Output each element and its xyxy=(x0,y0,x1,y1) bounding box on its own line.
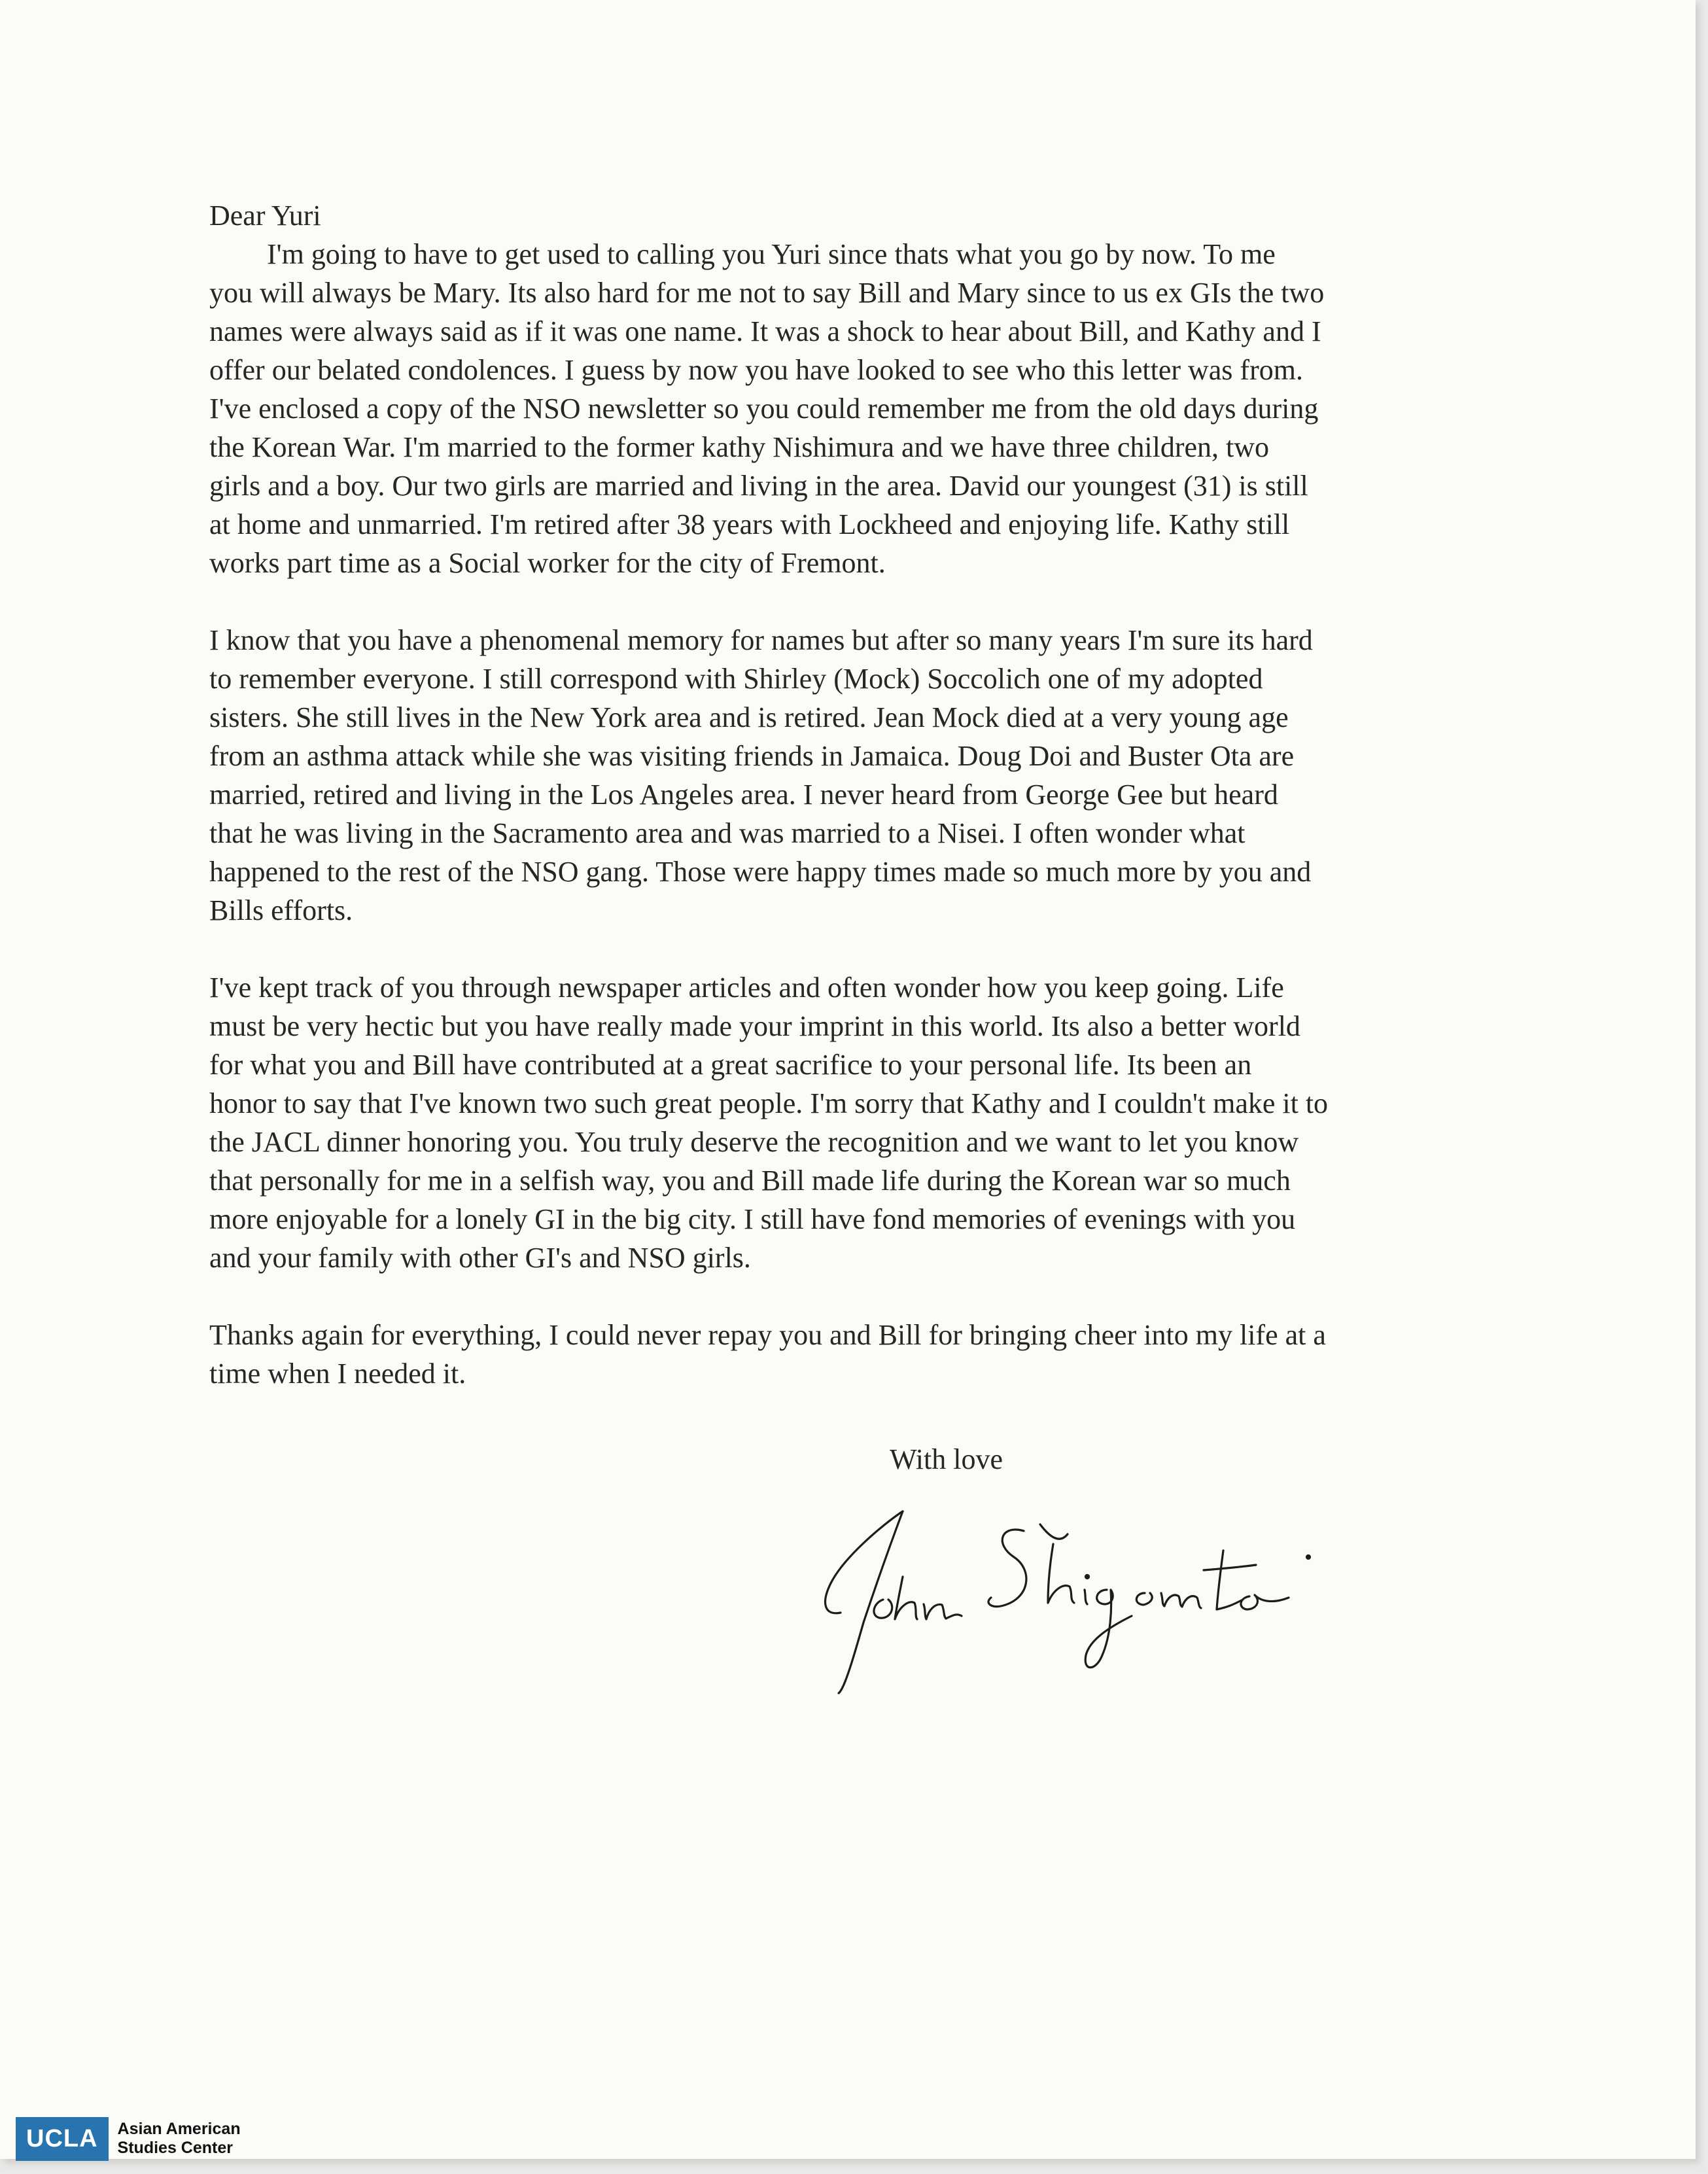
paragraph-4 xyxy=(209,1316,1505,1393)
text-line: Thanks again for everything, I could never repay you and Bill for bringing cheer into my life at a xyxy=(209,1319,1326,1351)
text-line: Bills efforts. xyxy=(209,894,353,926)
center-name-line2: Studies Center xyxy=(117,2139,233,2157)
text-line: the JACL dinner honoring you. You truly deserve the recognition and we want to let you know xyxy=(209,1126,1299,1158)
paragraph-2 xyxy=(209,621,1505,930)
text-line: you will always be Mary. Its also hard for me not to say Bill and Mary since to us ex GIs the two xyxy=(209,277,1325,309)
text-line: and your family with other GI's and NSO girls. xyxy=(209,1242,751,1274)
text-line: sisters. She still lives in the New York area and is retired. Jean Mock died at a very young age xyxy=(209,701,1289,733)
text-line: the Korean War. I'm married to the former kathy Nishimura and we have three children, two xyxy=(209,431,1270,463)
letter-body xyxy=(209,196,1505,1431)
text-line: married, retired and living in the Los Angeles area. I never heard from George Gee but heard xyxy=(209,779,1278,811)
text-line: at home and unmarried. I'm retired after 38 years with Lockheed and enjoying life. Kathy still xyxy=(209,508,1290,540)
text-line: honor to say that I've known two such great people. I'm sorry that Kathy and I couldn't make it to xyxy=(209,1087,1329,1119)
text-line: more enjoyable for a lonely GI in the big city. I still have fond memories of evenings with you xyxy=(209,1203,1296,1235)
text-line: girls and a boy. Our two girls are married and living in the area. David our youngest (31) is still xyxy=(209,470,1308,502)
text-line: happened to the rest of the NSO gang. Those were happy times made so much more by you and xyxy=(209,856,1312,888)
text-line: I know that you have a phenomenal memory for names but after so many years I'm sure its hard xyxy=(209,624,1313,656)
paragraph-1 xyxy=(209,235,1505,582)
text-line: works part time as a Social worker for the city of Fremont. xyxy=(209,547,886,579)
text-line: from an asthma attack while she was visiting friends in Jamaica. Doug Doi and Buster Ota are xyxy=(209,740,1295,772)
ucla-wordmark: UCLA xyxy=(16,2117,109,2161)
text-line: I'm going to have to get used to calling you Yuri since thats what you go by now. To me xyxy=(267,238,1276,270)
center-name xyxy=(118,2120,241,2158)
text-line: that he was living in the Sacramento area and was married to a Nisei. I often wonder what xyxy=(209,817,1246,849)
text-line: names were always said as if it was one name. It was a shock to hear about Bill, and Kathy and I xyxy=(209,315,1321,347)
text-line: for what you and Bill have contributed at a great sacrifice to your personal life. Its been an xyxy=(209,1049,1252,1081)
text-line: time when I needed it. xyxy=(209,1358,466,1390)
center-name-line1: Asian American xyxy=(117,2120,241,2138)
signature-image xyxy=(805,1485,1341,1694)
text-line: must be very hectic but you have really made your imprint in this world. Its also a better world xyxy=(209,1010,1300,1042)
ucla-aasc-logo xyxy=(16,2112,241,2165)
paragraph-3 xyxy=(209,968,1505,1277)
text-line: I've kept track of you through newspaper articles and often wonder how you keep going. Life xyxy=(209,972,1284,1004)
text-line: offer our belated condolences. I guess by now you have looked to see who this letter was from. xyxy=(209,354,1303,386)
closing: With love xyxy=(890,1443,1003,1475)
greeting: Dear Yuri xyxy=(209,200,321,232)
text-line: I've enclosed a copy of the NSO newsletter so you could remember me from the old days during xyxy=(209,393,1319,425)
text-line: that personally for me in a selfish way, you and Bill made life during the Korean war so much xyxy=(209,1165,1291,1197)
text-line: to remember everyone. I still correspond with Shirley (Mock) Soccolich one of my adopted xyxy=(209,663,1263,695)
